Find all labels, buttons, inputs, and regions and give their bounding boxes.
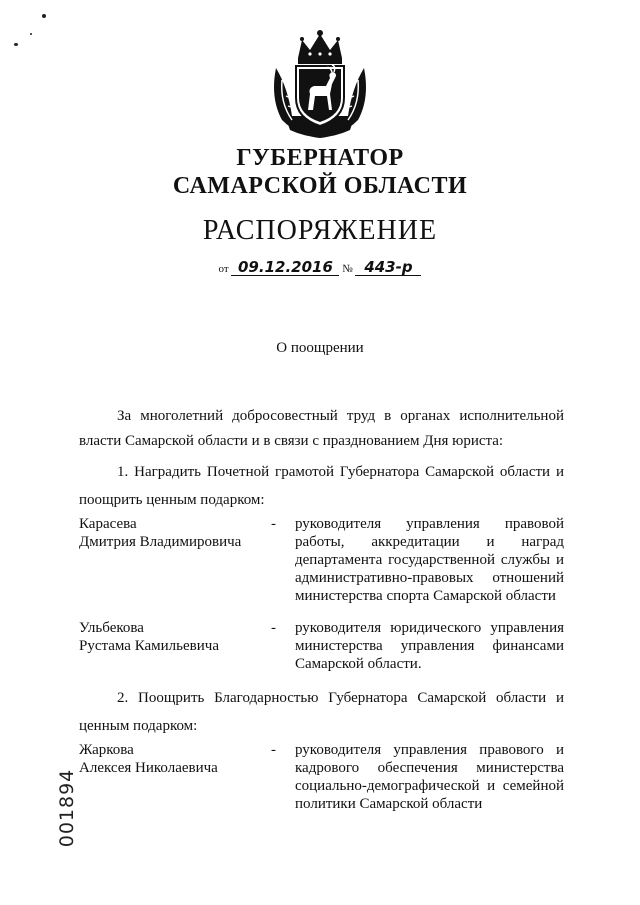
date-prefix: от <box>218 263 229 275</box>
handwritten-number: 443-р <box>355 259 421 276</box>
number-prefix: № <box>342 263 353 275</box>
person-given-names: Рустама Камильевича <box>79 638 219 654</box>
date-number-line <box>0 259 640 276</box>
person-surname: Ульбекова <box>79 620 144 636</box>
stamp-number-text: 001894 <box>56 768 78 848</box>
intro-paragraph: За многолетний добросовестный труд в органах исполнительной власти Самарской области и в связи с празднованием Дня юриста: <box>79 408 564 449</box>
coat-of-arms-emblem <box>268 28 372 140</box>
person-given-names: Алексея Николаевича <box>79 760 218 776</box>
entry-dash: - <box>271 742 276 758</box>
item-1-text: 1. Наградить Почетной грамотой Губернатора Самарской области и поощрить ценным подарком: <box>79 464 564 508</box>
person-position: руководителя управления правового и кадрового обеспечения министерства социально-демографической и семейной политики Самарской области <box>295 742 564 812</box>
person-name <box>79 741 269 777</box>
person-surname: Жаркова <box>79 742 134 758</box>
person-name <box>79 619 269 655</box>
samara-coat-of-arms-icon <box>268 28 372 140</box>
person-given-names: Дмитрия Владимировича <box>79 534 242 550</box>
person-name <box>79 515 269 551</box>
person-position: руководителя юридического управления министерства управления финансами Самарской области. <box>295 620 564 672</box>
person-position: руководителя управления правовой работы, аккредитации и наград департамента государственной службы и административно-правовых отношений министерства спорта Самарской области <box>295 516 564 604</box>
document-type-title: РАСПОРЯЖЕНИЕ <box>202 215 438 246</box>
handwritten-date: 09.12.2016 <box>231 259 339 276</box>
person-surname: Карасева <box>79 516 137 532</box>
document-subject: О поощрении <box>276 340 364 356</box>
entry-dash: - <box>271 620 276 636</box>
scan-speck <box>14 43 18 46</box>
header-line-region: САМАРСКОЙ ОБЛАСТИ <box>172 173 468 199</box>
scan-speck <box>42 14 46 18</box>
scan-speck <box>30 33 32 35</box>
item-2-text: 2. Поощрить Благодарностью Губернатора Самарской области и ценным подарком: <box>79 690 564 734</box>
entry-dash: - <box>271 516 276 532</box>
header-line-governor: ГУБЕРНАТОР <box>236 145 404 171</box>
registration-stamp-number <box>52 768 82 852</box>
